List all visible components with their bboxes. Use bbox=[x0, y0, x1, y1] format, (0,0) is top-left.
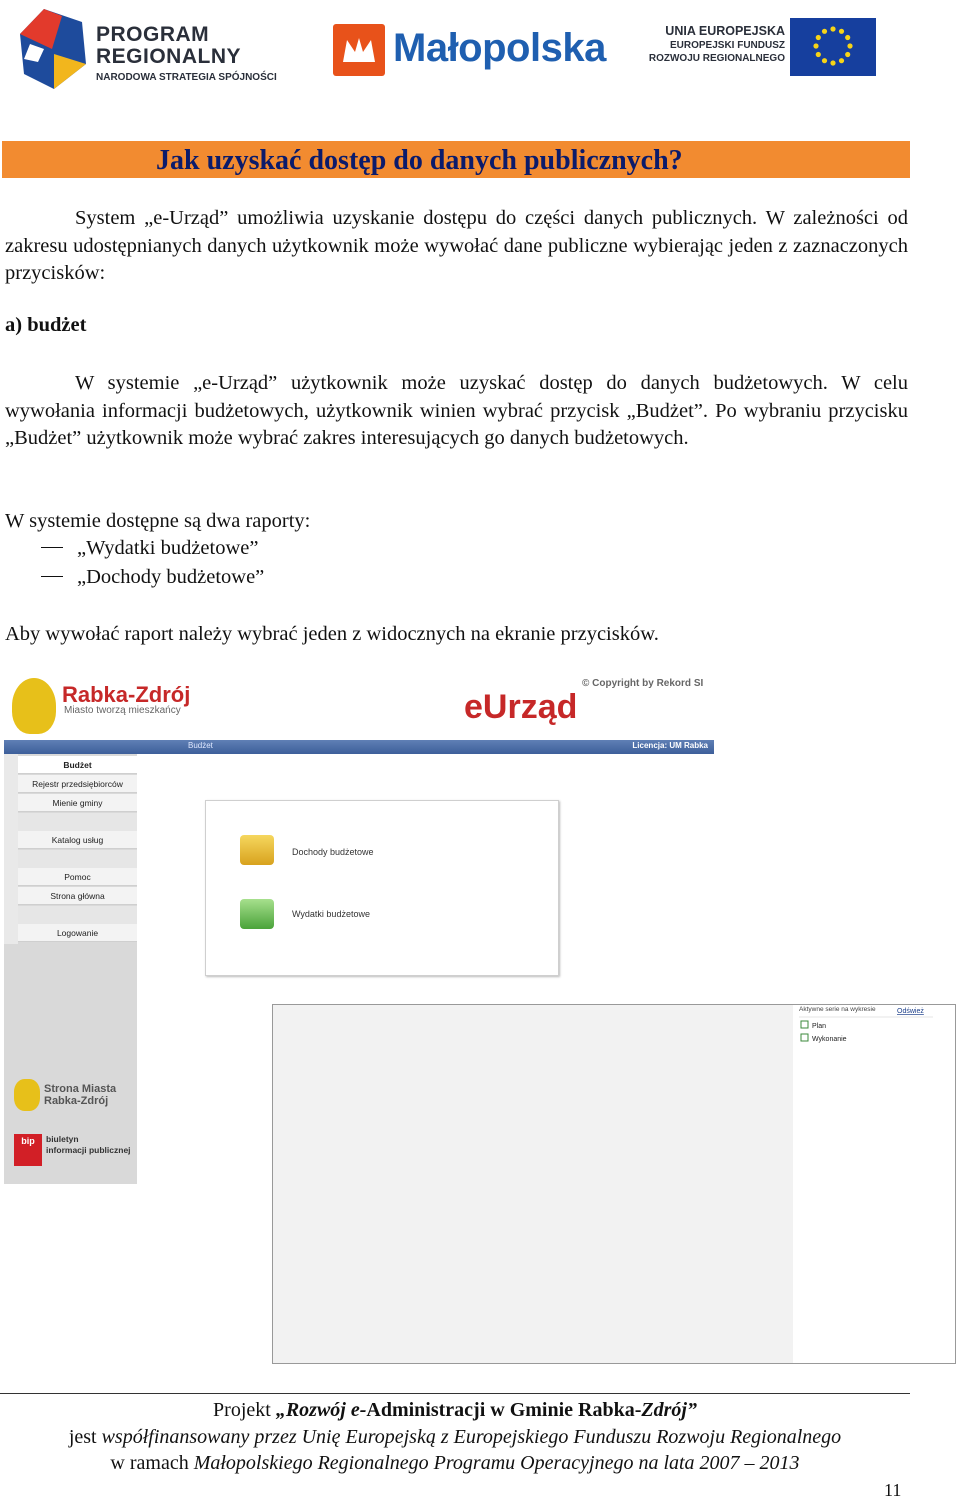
footer-line1: Projekt „Rozwój e-Administracji w Gminie Rabka-Zdrój” bbox=[213, 1399, 697, 1421]
report-item: „Wydatki budżetowe” bbox=[5, 537, 258, 560]
report-item: „Dochody budżetowe” bbox=[5, 566, 264, 589]
section-a-text: W systemie „e-Urząd” użytkownik może uzyskać dostęp do danych budżetowych. W celu wywołania informacji budżetowych, użytkownik winien wybrać przycisk „Budżet”. Po wybraniu przycisku „Budżet” użytkownik może wybrać zakres interesujących go danych budżetowych. bbox=[5, 372, 908, 449]
crest-icon bbox=[14, 1079, 40, 1111]
footer-line2: jest współfinansowany przez Unię Europejską z Europejskiego Funduszu Rozwoju Regionalnego bbox=[68, 1426, 842, 1448]
sidebar bbox=[4, 754, 137, 1184]
sidebar-item-rejestr[interactable]: Rejestr przedsiębiorców bbox=[18, 775, 137, 793]
sidebar-item-pomoc[interactable]: Pomoc bbox=[18, 868, 137, 886]
plan-checkbox bbox=[801, 1021, 808, 1028]
ue-line3: ROZWOJU REGIONALNEGO bbox=[648, 53, 785, 64]
brand-name: Rabka-Zdrój bbox=[62, 682, 191, 707]
malopolska-emblem-icon bbox=[333, 24, 385, 76]
dochody-button[interactable]: Dochody budżetowe bbox=[292, 847, 374, 857]
copyright-text: © Copyright by Rekord SI bbox=[582, 678, 704, 689]
sidebar-item-logowanie[interactable]: Logowanie bbox=[18, 924, 137, 942]
program-star-icon bbox=[14, 4, 94, 94]
eurzad-header bbox=[4, 670, 716, 740]
choose-instruction: Aby wywołać raport należy wybrać jeden z widocznych na ekranie przycisków. bbox=[5, 623, 659, 645]
sidebar-item-katalog[interactable]: Katalog usług bbox=[18, 831, 137, 849]
refresh-link: Odśwież bbox=[897, 1008, 924, 1015]
app-name: eUrząd bbox=[464, 688, 578, 726]
bip-label-a: biuletyn bbox=[46, 1134, 79, 1144]
intro-paragraph bbox=[5, 205, 908, 288]
sidebar-item-strona-glowna[interactable]: Strona główna bbox=[18, 887, 137, 905]
eu-flag-icon bbox=[790, 18, 876, 76]
footer-divider bbox=[0, 1393, 910, 1394]
app-topbar bbox=[4, 740, 714, 754]
malopolska-logo bbox=[333, 20, 613, 80]
chart-frame bbox=[272, 1004, 956, 1364]
wydatki-button[interactable]: Wydatki budżetowe bbox=[292, 909, 370, 919]
series-selector-header: Aktywne serie na wykresie bbox=[799, 1006, 876, 1013]
money-icon bbox=[240, 899, 274, 929]
reports-intro: W systemie dostępne są dwa raporty: bbox=[5, 510, 311, 532]
page-number: 11 bbox=[884, 1480, 902, 1499]
program-line2: REGIONALNY bbox=[96, 45, 242, 68]
ue-logo bbox=[645, 18, 880, 78]
page-title: Jak uzyskać dostęp do danych publicznych? bbox=[156, 145, 683, 176]
license-label: Licencja: UM Rabka bbox=[632, 741, 708, 750]
malopolska-text: Małopolska bbox=[393, 26, 606, 70]
title-bar bbox=[2, 141, 910, 178]
header-logos bbox=[0, 0, 960, 100]
coins-icon bbox=[240, 835, 274, 865]
program-line1: PROGRAM bbox=[96, 23, 210, 46]
section-a-paragraph bbox=[5, 370, 908, 453]
plan-checkbox-label: Plan bbox=[812, 1023, 827, 1030]
section-a-heading: a) budżet bbox=[5, 314, 87, 336]
sidebar-item-budzet[interactable]: Budżet bbox=[18, 756, 137, 774]
program-line3: NARODOWA STRATEGIA SPÓJNOŚCI bbox=[96, 72, 277, 83]
footer-line3: w ramach Małopolskiego Regionalnego Programu Operacyjnego na lata 2007 – 2013 bbox=[110, 1452, 800, 1474]
strona-miasta-label: Strona Miasta Rabka-Zdrój bbox=[44, 1083, 117, 1107]
wykonanie-checkbox bbox=[801, 1034, 808, 1041]
wykonanie-checkbox-label: Wykonanie bbox=[812, 1036, 847, 1043]
sidebar-item-mienie[interactable]: Mienie gminy bbox=[18, 794, 137, 812]
ue-line1: UNIA EUROPEJSKA bbox=[665, 24, 785, 38]
bip-label-b: informacji publicznej bbox=[46, 1145, 131, 1155]
program-regionalny-logo bbox=[14, 4, 304, 94]
intro-text: System „e-Urząd” umożliwia uzyskanie dostępu do części danych publicznych. W zależności od zakresu udostępnianych danych użytkownik może wywołać dane publiczne wybierając jeden z zaznaczonych przycisków: bbox=[5, 207, 908, 284]
rabka-zdroj-crest-icon bbox=[12, 678, 56, 734]
breadcrumb: Budżet bbox=[188, 741, 213, 750]
ue-line2: EUROPEJSKI FUNDUSZ bbox=[669, 40, 785, 51]
brand-subtitle: Miasto tworzą mieszkańcy bbox=[64, 705, 181, 716]
bip-icon: bip bbox=[14, 1134, 42, 1166]
budget-options-panel bbox=[205, 800, 559, 976]
